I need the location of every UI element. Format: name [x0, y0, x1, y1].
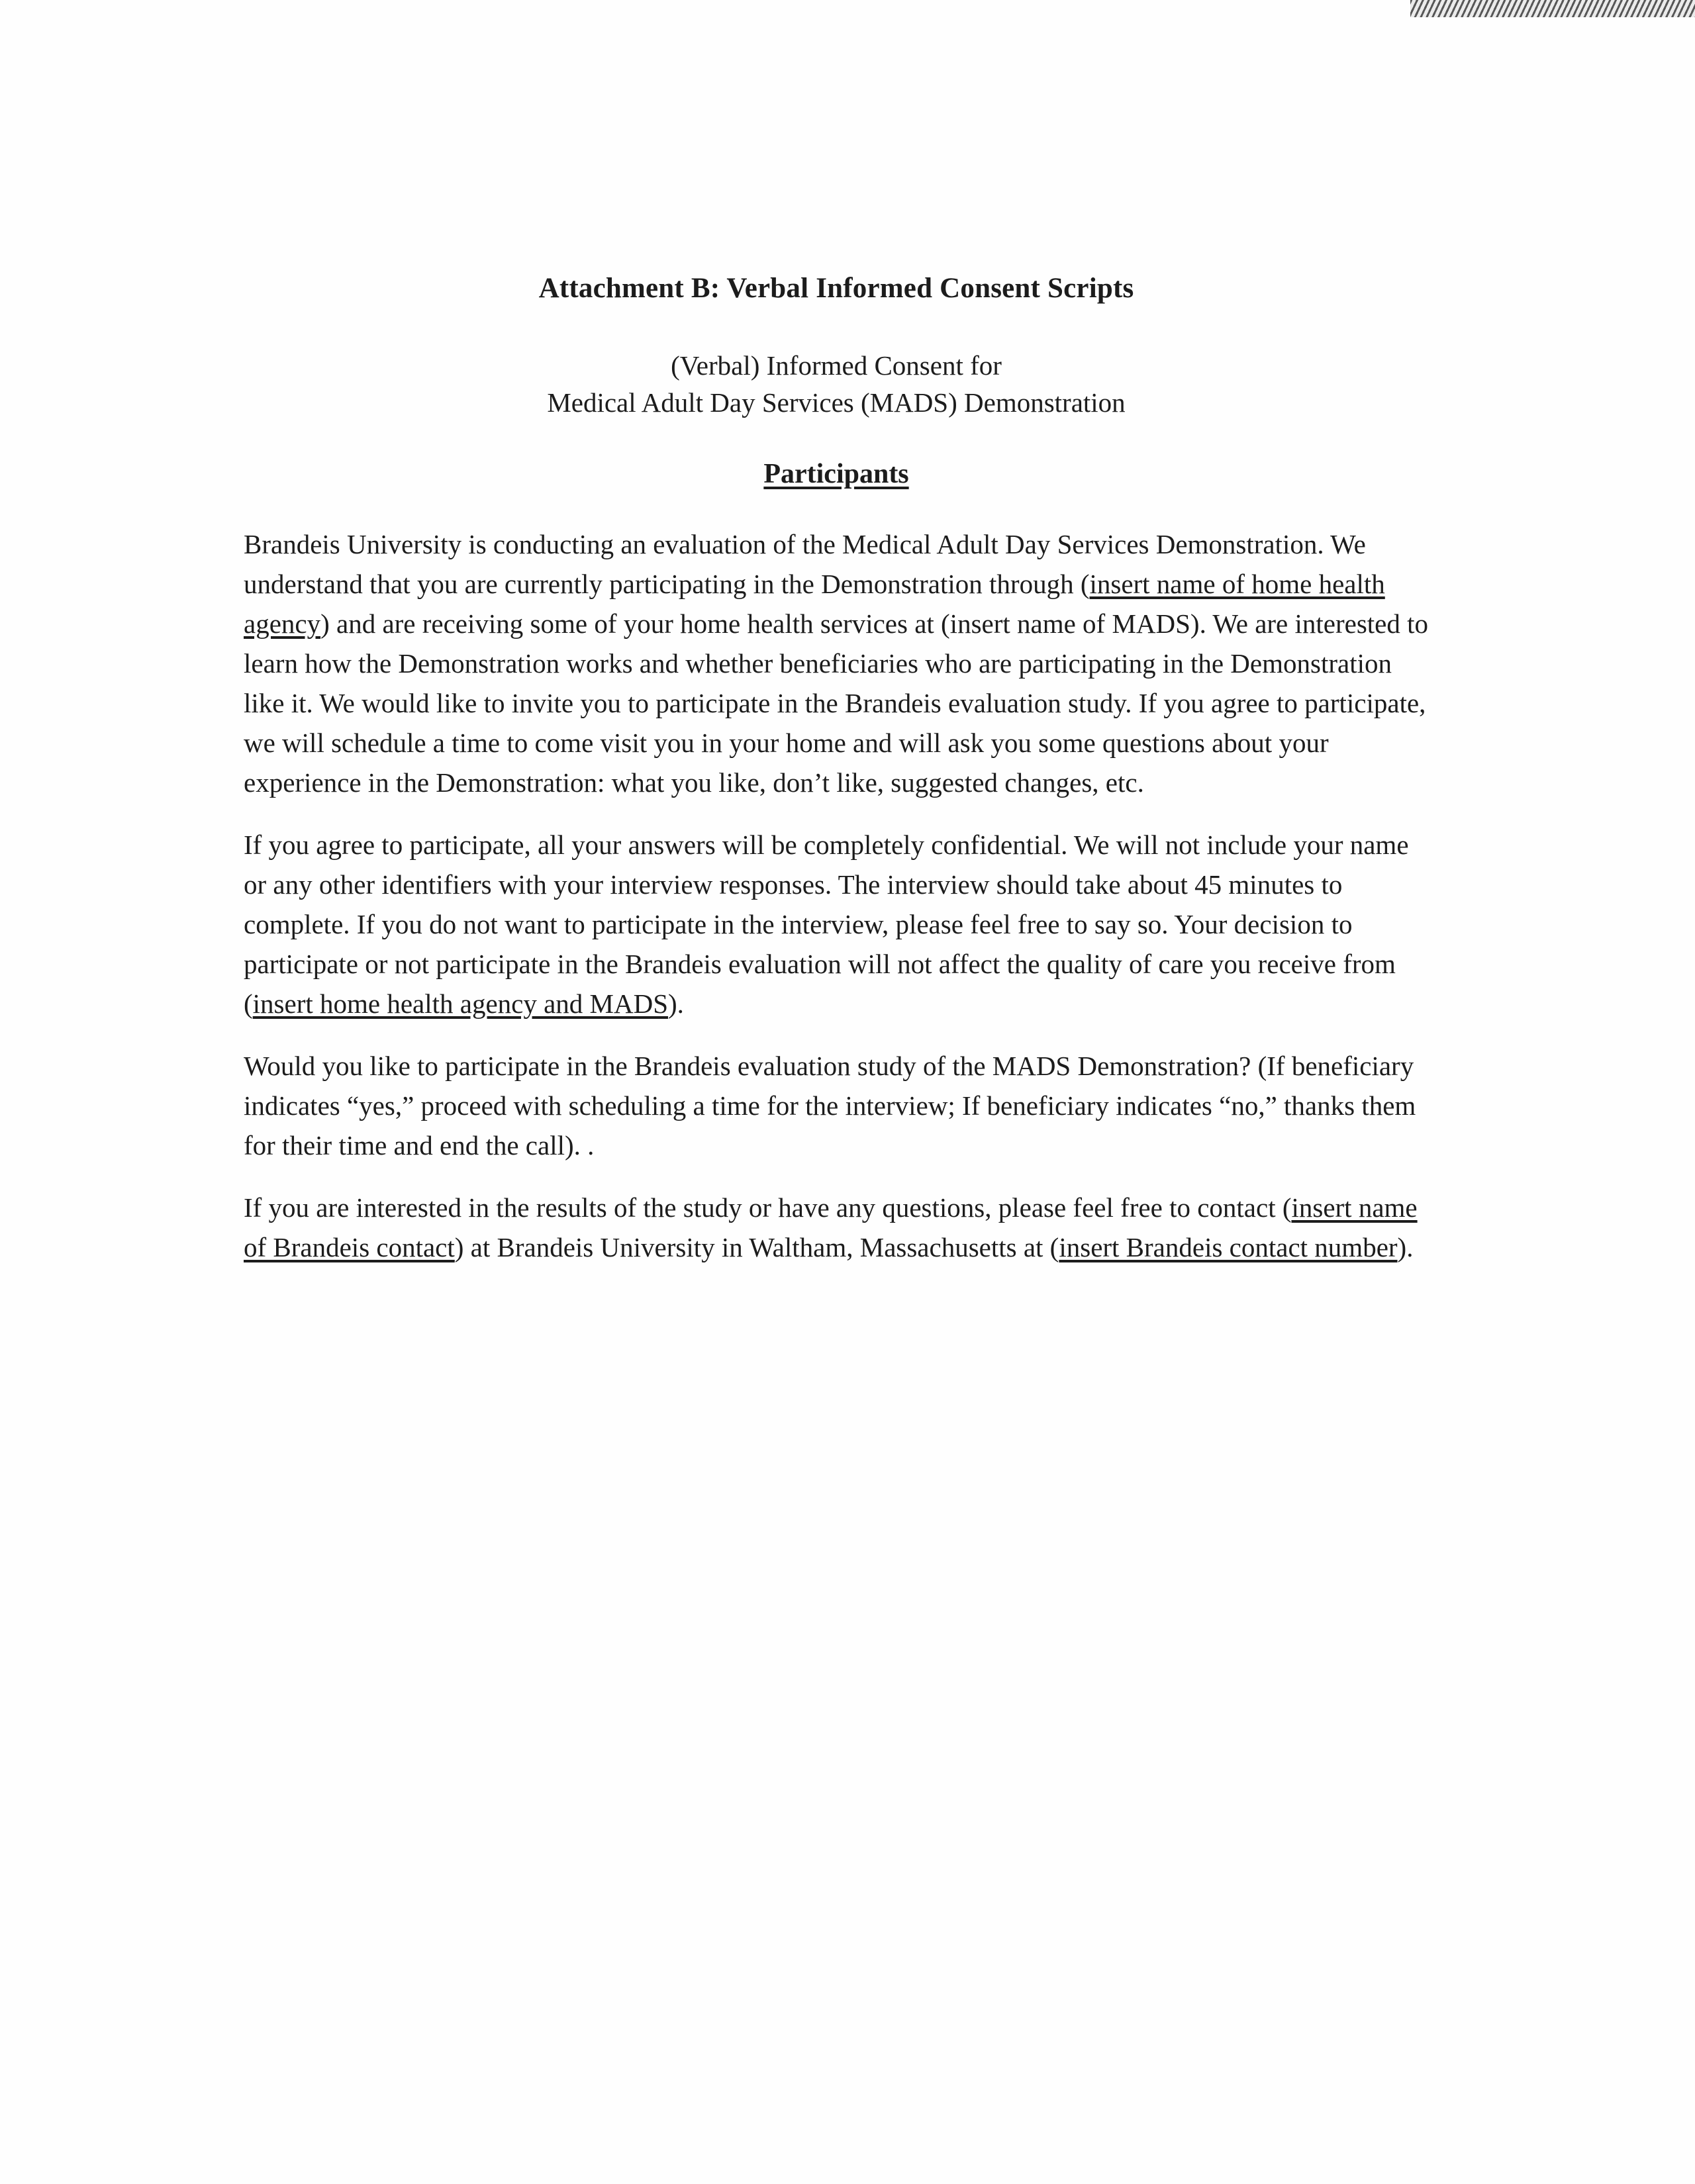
- text-segment: Would you like to participate in the Brandeis evaluation study of the MADS Demonstration? (If beneficiary indicates “yes,” proceed with scheduling a time for the interview; If beneficiary indicates “no,” thanks them for their time and end the call). .: [244, 1051, 1416, 1161]
- document-title: Attachment B: Verbal Informed Consent Scripts: [538, 273, 1134, 304]
- scan-artifact: [1410, 0, 1695, 17]
- text-segment: If you are interested in the results of the study or have any questions, please feel free to contact (: [244, 1192, 1292, 1223]
- document-subtitle: [244, 347, 1429, 421]
- subtitle-line-1: (Verbal) Informed Consent for: [671, 350, 1002, 381]
- text-segment: ) and are receiving some of your home health services at (insert name of MADS). We are interested to learn how the Demonstration works and whether beneficiaries who are participating in the Demonstration like it. We would like to invite you to participate in the Brandeis evaluation study. If you agree to participate, we will schedule a time to come visit you in your home and will ask you some questions about your experience in the Demonstration: what you like, don’t like, suggested changes, etc.: [244, 608, 1429, 798]
- document-body: [244, 524, 1429, 1267]
- subtitle-line-2: Medical Adult Day Services (MADS) Demonstration: [547, 387, 1126, 418]
- text-segment: ).: [1397, 1232, 1414, 1262]
- insert-placeholder: insert name of home health agency: [244, 569, 1385, 639]
- document-content: [244, 270, 1429, 1267]
- paragraph: [244, 825, 1429, 1023]
- text-segment: Brandeis University is conducting an evaluation of the Medical Adult Day Services Demonstration. We understand that you are currently participating in the Demonstration through (: [244, 529, 1366, 599]
- text-segment: If you agree to participate, all your answers will be completely confidential. We will not include your name or any other identifiers with your interview responses. The interview should take about 45 minutes to complete. If you do not want to participate in the interview, please feel free to say so. Your decision to participate or not participate in the Brandeis evaluation will not affect the quality of care you receive from (: [244, 830, 1409, 1019]
- text-segment: ) at Brandeis University in Waltham, Massachusetts at (: [454, 1232, 1059, 1262]
- section-heading-text: Participants: [763, 459, 909, 489]
- paragraph: [244, 1188, 1429, 1267]
- paragraph: [244, 524, 1429, 802]
- text-segment: ).: [668, 988, 684, 1019]
- insert-placeholder: insert home health agency and MADS: [252, 988, 669, 1019]
- section-heading: [244, 458, 1429, 490]
- insert-placeholder: insert name of Brandeis contact: [244, 1192, 1418, 1262]
- paragraph: [244, 1046, 1429, 1165]
- insert-placeholder: insert Brandeis contact number: [1059, 1232, 1398, 1262]
